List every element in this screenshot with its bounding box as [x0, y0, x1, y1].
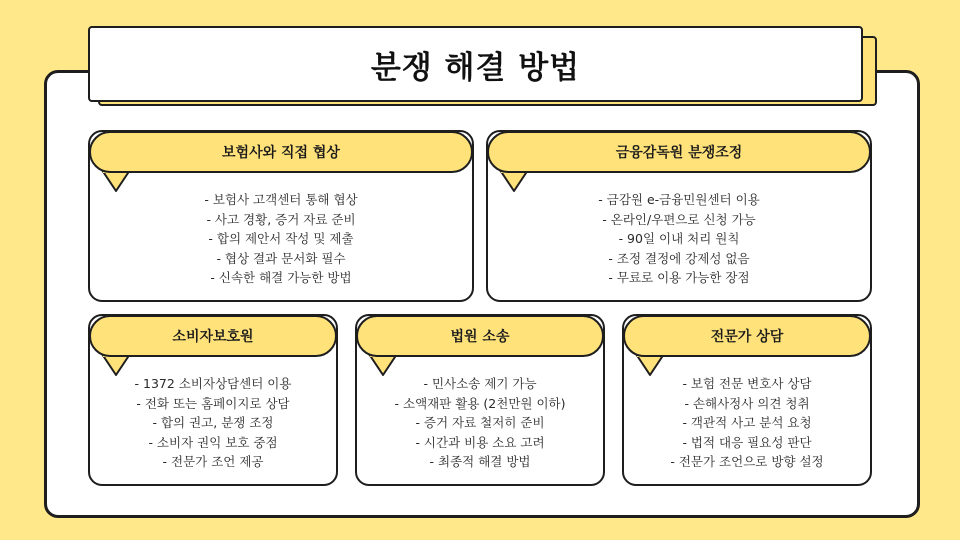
list-item: - 객관적 사고 분석 요청: [682, 415, 812, 430]
card-court-litigation: [355, 314, 605, 486]
list-item: - 손해사정사 의견 청취: [684, 395, 810, 411]
card-list: [90, 190, 472, 288]
card-heading-bubble: [623, 315, 871, 357]
speech-tail-icon: [100, 170, 134, 192]
card-heading: 보험사와 직접 협상: [222, 145, 340, 161]
list-item: - 보험사 고객센터 통해 협상: [204, 192, 358, 207]
card-list: [488, 190, 870, 288]
speech-tail-icon: [367, 354, 401, 376]
title-banner: [88, 26, 863, 102]
list-item: - 합의 제안서 작성 및 제출: [208, 231, 354, 246]
list-item: - 신속한 해결 가능한 방법: [210, 270, 352, 285]
card-heading: 금융감독원 분쟁조정: [615, 145, 743, 161]
card-heading: 법원 소송: [450, 329, 510, 345]
list-item: - 90일 이내 처리 원칙: [618, 231, 740, 246]
speech-tail-icon: [634, 354, 668, 376]
card-heading: 전문가 상담: [710, 329, 784, 345]
list-item: - 법적 대응 필요성 판단: [682, 434, 812, 450]
list-item: - 전문가 조언 제공: [162, 454, 264, 469]
card-consumer-agency: [88, 314, 338, 486]
card-heading-bubble: [89, 131, 473, 173]
list-item: - 시간과 비용 소요 고려: [415, 434, 545, 450]
card-heading: 소비자보호원: [172, 329, 254, 345]
list-item: - 전문가 조언으로 방향 설정: [670, 454, 824, 469]
list-item: - 보험 전문 변호사 상담: [682, 376, 812, 391]
card-list: [357, 374, 603, 472]
card-heading-bubble: [356, 315, 604, 357]
list-item: - 증거 자료 철저히 준비: [415, 415, 545, 430]
list-item: - 전화 또는 홈페이지로 상담: [136, 395, 290, 411]
card-fss-mediation: [486, 130, 872, 302]
list-item: - 조정 결정에 강제성 없음: [608, 250, 750, 266]
list-item: - 소비자 권익 보호 중점: [148, 434, 278, 450]
list-item: - 최종적 해결 방법: [429, 454, 531, 469]
list-item: - 온라인/우편으로 신청 가능: [602, 211, 756, 227]
card-list: [624, 374, 870, 472]
card-expert-consultation: [622, 314, 872, 486]
list-item: - 민사소송 제기 가능: [423, 376, 537, 391]
card-list: [90, 374, 336, 472]
speech-tail-icon: [498, 170, 532, 192]
list-item: - 협상 결과 문서화 필수: [216, 250, 346, 266]
speech-tail-icon: [100, 354, 134, 376]
list-item: - 1372 소비자상담센터 이용: [134, 376, 292, 391]
list-item: - 합의 권고, 분쟁 조정: [152, 415, 274, 430]
list-item: - 금감원 e-금융민원센터 이용: [598, 192, 760, 207]
card-insurer-negotiation: [88, 130, 474, 302]
card-heading-bubble: [89, 315, 337, 357]
list-item: - 무료로 이용 가능한 장점: [608, 270, 750, 285]
card-heading-bubble: [487, 131, 871, 173]
page-title: 분쟁 해결 방법: [370, 49, 581, 86]
list-item: - 사고 경황, 증거 자료 준비: [206, 211, 356, 227]
list-item: - 소액재판 활용 (2천만원 이하): [394, 395, 566, 411]
